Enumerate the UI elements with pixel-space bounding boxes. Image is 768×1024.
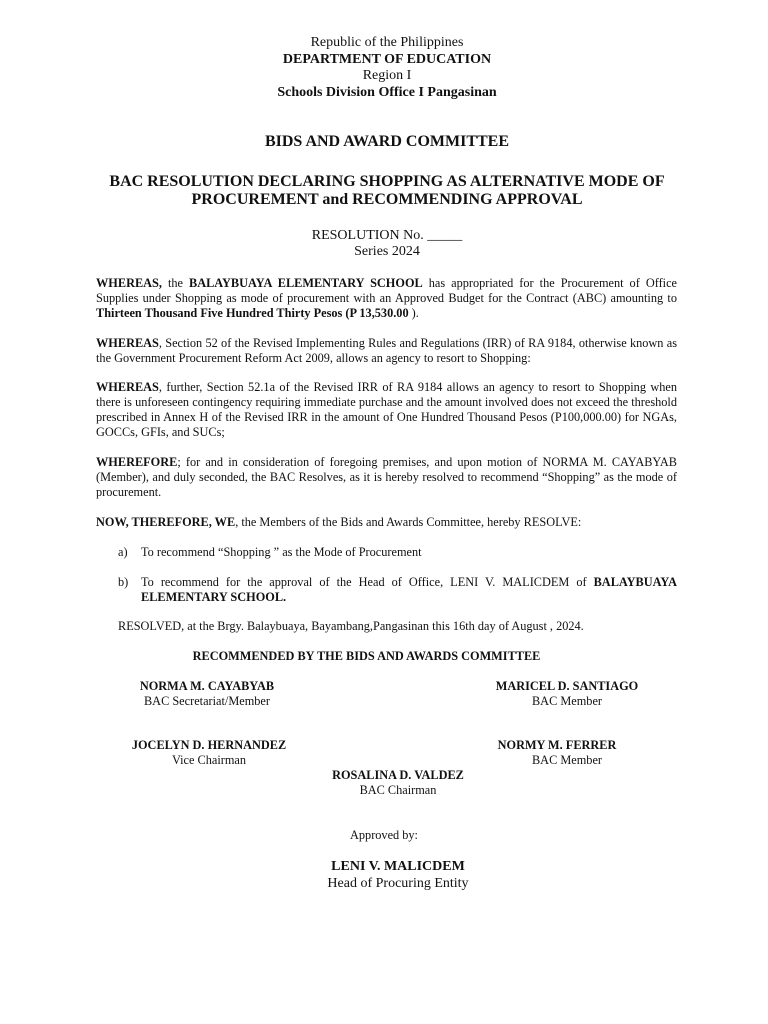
abc-amount: Thirteen Thousand Five Hundred Thirty Pesos (P 13,530.00 (96, 306, 409, 320)
resolve-item-a (118, 545, 677, 560)
paragraph-now-therefore (96, 515, 677, 530)
resolve-item-b (118, 575, 677, 605)
p5-text: , the Members of the Bids and Awards Committee, hereby RESOLVE: (235, 515, 582, 529)
signatory-role: BAC Member (531, 753, 603, 767)
resolution-title-line-1: BAC RESOLUTION DECLARING SHOPPING AS ALTERNATIVE MODE OF (109, 173, 665, 190)
resolution-number-block (0, 228, 768, 259)
committee-title: BIDS AND AWARD COMMITTEE (264, 133, 510, 150)
signatory-name: JOCELYN D. HERNANDEZ (131, 738, 287, 752)
p1-text-2: has appropriated for the Procurement of Office Supplies under Shopping as mode of procurement with an Approved Budget for the Contract (ABC) amounting to (96, 276, 677, 305)
header-region: Region I (362, 68, 412, 83)
item-b-label: b) (118, 575, 129, 589)
header-republic: Republic of the Philippines (310, 35, 464, 50)
resolution-title-line-2: PROCUREMENT and RECOMMENDING APPROVAL (191, 191, 583, 208)
recommended-by-heading: RECOMMENDED BY THE BIDS AND AWARDS COMMITTEE (192, 649, 541, 663)
paragraph-whereas-3 (96, 380, 677, 440)
whereas-lead-1: WHEREAS, (96, 276, 162, 290)
approver-role: Head of Procuring Entity (327, 876, 469, 891)
signatory-name: MARICEL D. SANTIAGO (495, 679, 639, 693)
header-department: DEPARTMENT OF EDUCATION (282, 51, 492, 67)
signatory-role: BAC Secretariat/Member (143, 694, 270, 708)
whereas-lead-3: WHEREAS (96, 380, 159, 394)
resolution-series: Series 2024 (354, 243, 420, 259)
header-division: Schools Division Office I Pangasinan (277, 84, 497, 100)
signatory-name: ROSALINA D. VALDEZ (332, 768, 464, 782)
signatory-role: BAC Chairman (359, 783, 437, 797)
signatory-name: NORMY M. FERRER (497, 738, 617, 752)
paragraph-whereas-2 (96, 336, 677, 366)
p1-text-3: ). (408, 306, 419, 320)
resolved-line: RESOLVED, at the Brgy. Balaybuaya, Bayambang,Pangasinan this 16th day of August , 2024. (118, 619, 584, 633)
item-a-label: a) (118, 545, 128, 559)
resolution-number: RESOLUTION No. _____ (311, 228, 463, 243)
signatory-secretariat (97, 679, 317, 709)
now-therefore-lead: NOW, THEREFORE, WE (96, 515, 236, 529)
paragraph-wherefore (96, 455, 677, 500)
signatory-member-2 (447, 738, 667, 768)
paragraph-whereas-1 (96, 276, 677, 321)
approver-name: LENI V. MALICDEM (331, 859, 465, 874)
p1-text-1: the (161, 276, 190, 290)
school-name: BALAYBUAYA ELEMENTARY SCHOOL (189, 276, 423, 290)
item-b-body (141, 575, 677, 605)
resolution-title (0, 173, 768, 209)
item-b-school: BALAYBUAYA ELEMENTARY SCHOOL. (141, 575, 677, 604)
item-b-text: To recommend for the approval of the Head of Office, LENI V. MALICDEM of (141, 575, 594, 589)
p3-text: , further, Section 52.1a of the Revised IRR of RA 9184 allows an agency to resort to Shopping when there is unforeseen contingency requiring immediate purchase and the amount involved does not exceed the threshold prescribed in Annex H of the Revised IRR in the amount of One Hundred Thousand Pesos (P100,000.00) for NGAs, GOCCs, GFIs, and SUCs; (96, 380, 677, 439)
signatory-member-1 (457, 679, 677, 709)
whereas-lead-2: WHEREAS (96, 336, 159, 350)
signatory-role: Vice Chairman (171, 753, 247, 767)
signatory-name: NORMA M. CAYABYAB (139, 679, 275, 693)
p2-text: , Section 52 of the Revised Implementing Rules and Regulations (IRR) of RA 9184, otherwise known as the Government Procurement Reform Act 2009, allows an agency to resort to Shopping: (96, 336, 677, 365)
signatory-vice-chairman (99, 738, 319, 768)
signatory-role: BAC Member (531, 694, 603, 708)
approved-by-label: Approved by: (350, 828, 418, 842)
letterhead (0, 35, 768, 101)
item-a-text: To recommend “Shopping ” as the Mode of Procurement (141, 545, 422, 559)
wherefore-lead: WHEREFORE (96, 455, 178, 469)
approver-block (0, 858, 768, 892)
signatory-chairman (288, 768, 508, 798)
p4-text: ; for and in consideration of foregoing premises, and upon motion of NORMA M. CAYABYAB (Member), and duly seconded, the BAC Resolves, as it is hereby resolved to recommend “Shopping” as the mode of procurement. (96, 455, 677, 499)
